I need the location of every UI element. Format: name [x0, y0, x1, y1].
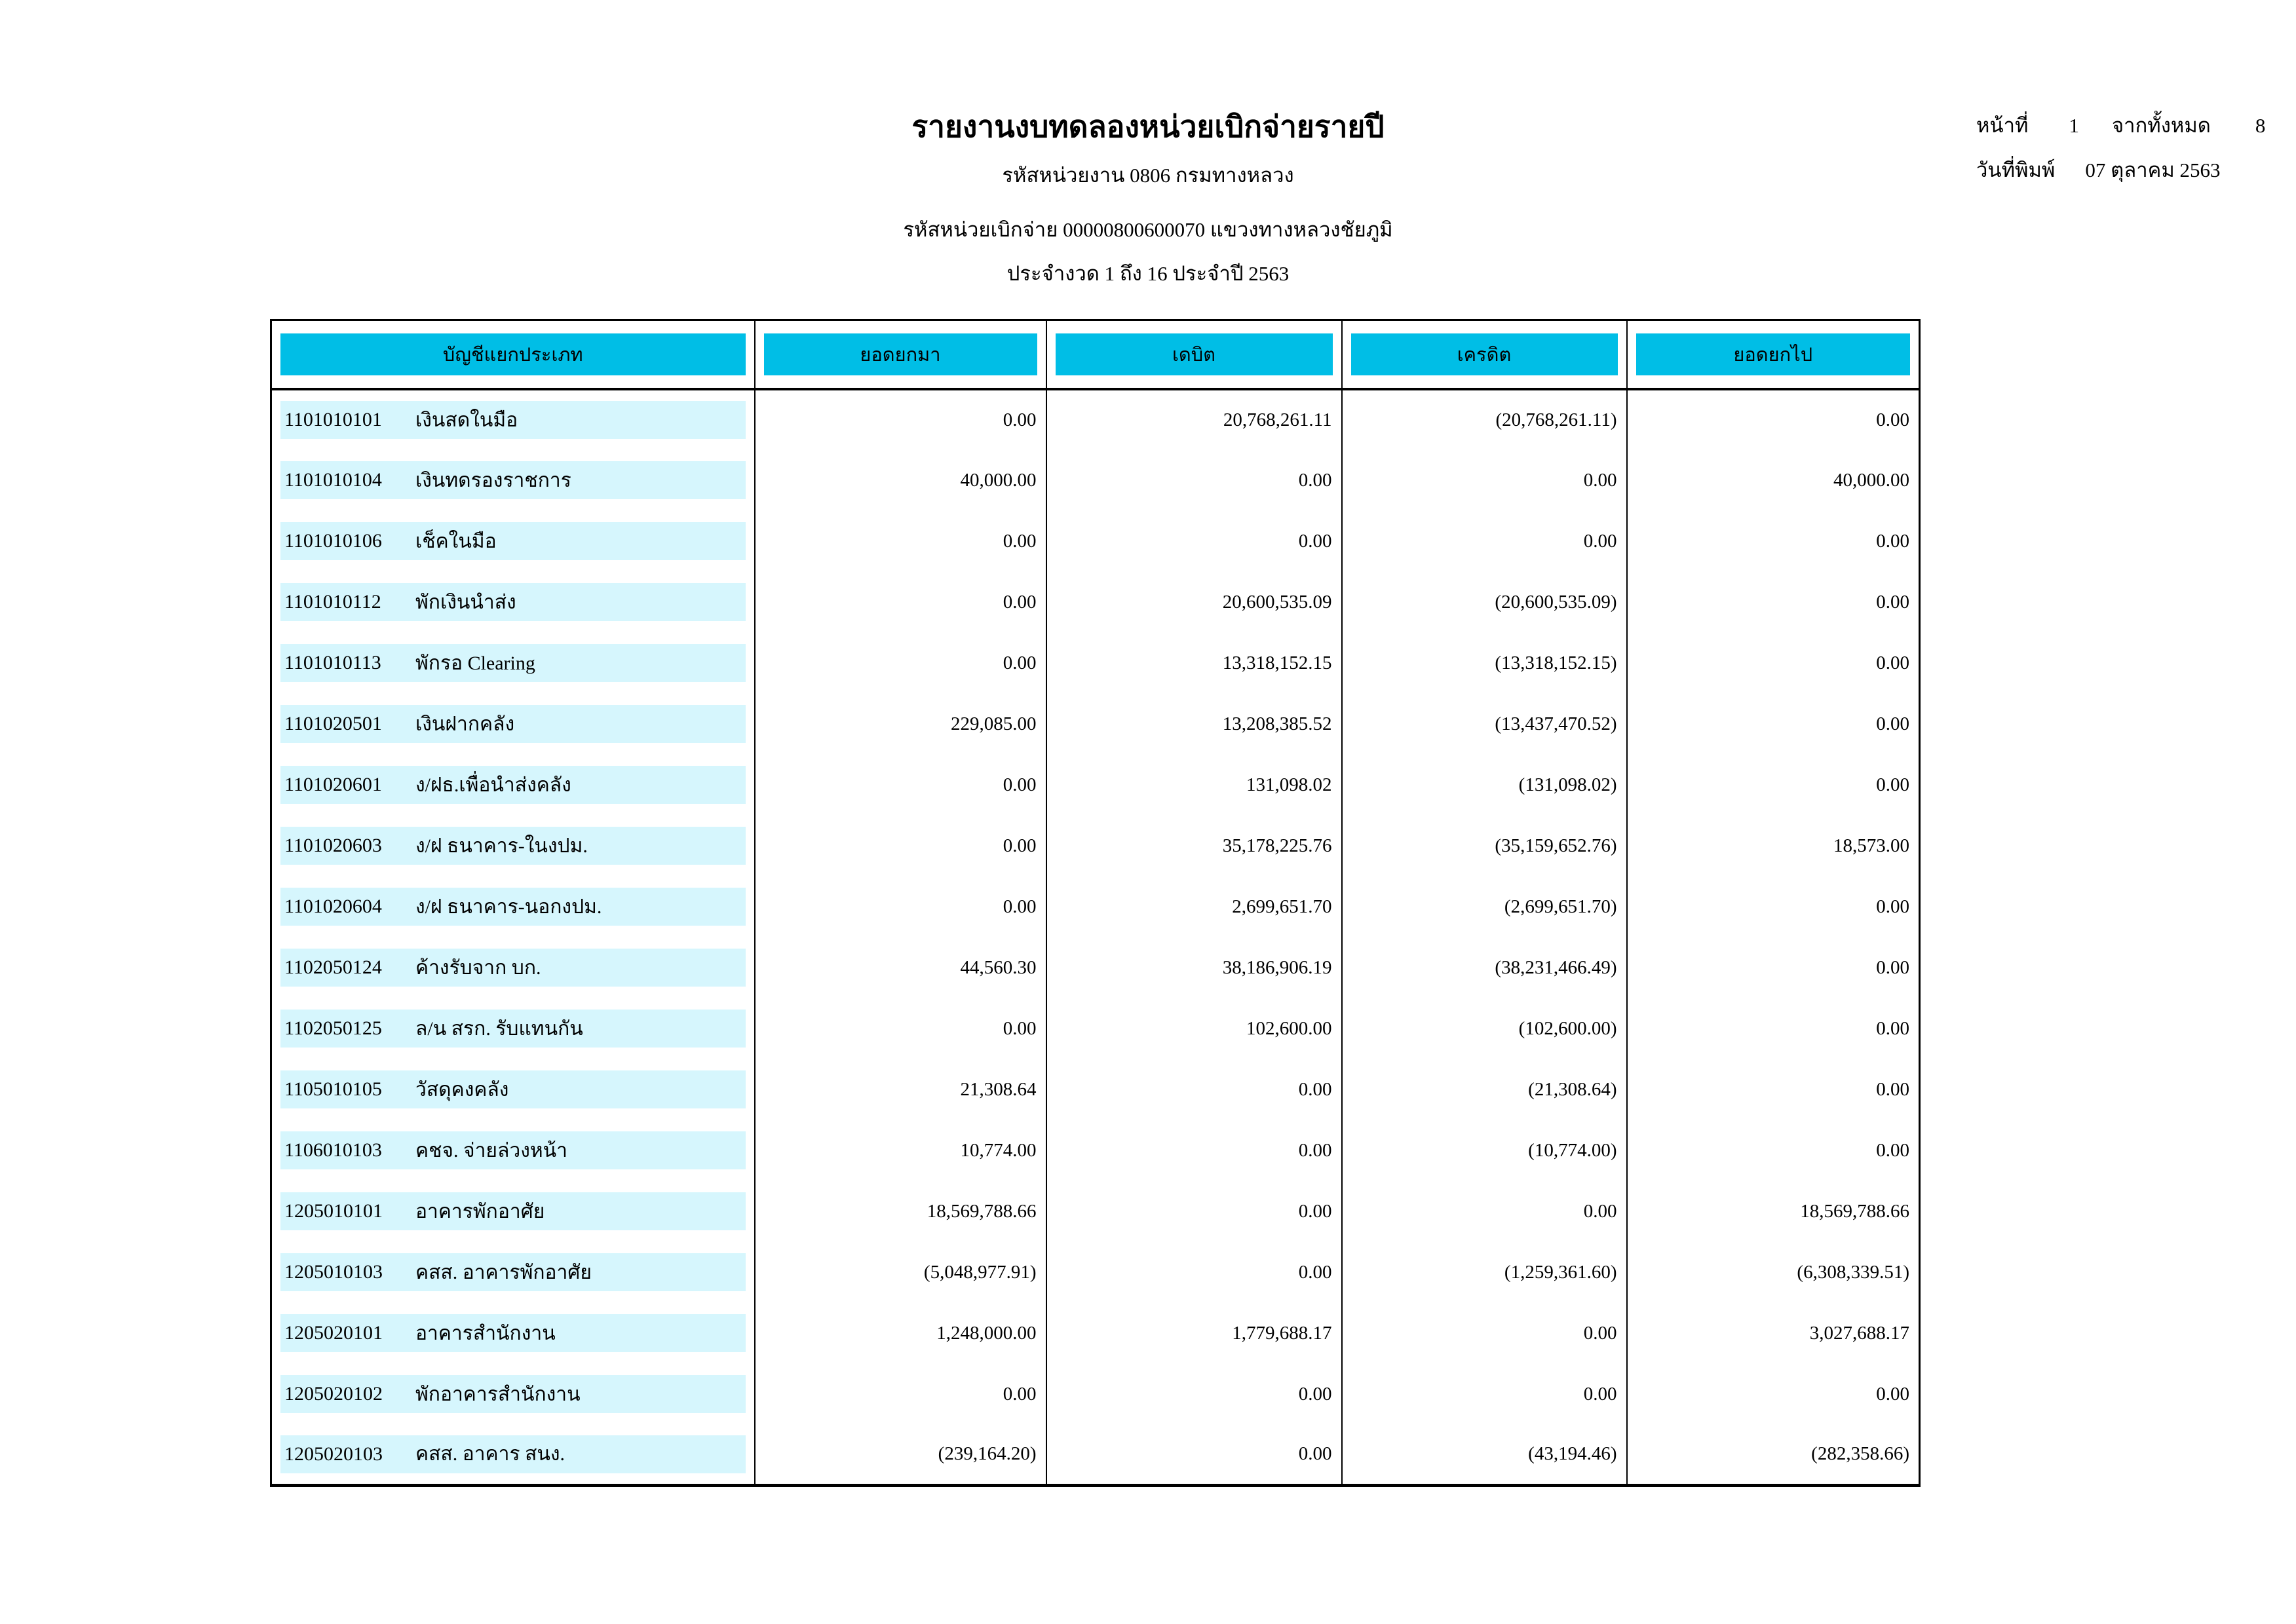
cell-opening-balance: (239,164.20)	[755, 1425, 1046, 1486]
table-row	[271, 998, 1920, 1059]
cell-credit: (102,600.00)	[1342, 998, 1627, 1059]
account-band	[280, 1375, 746, 1413]
period-line: ประจำงวด 1 ถึง 16 ประจำปี 2563	[1006, 262, 1290, 285]
account-cell	[271, 1425, 755, 1486]
cell-closing-balance: 0.00	[1627, 511, 1920, 572]
cell-closing-balance: 0.00	[1627, 389, 1920, 450]
cell-credit: (2,699,651.70)	[1342, 877, 1627, 937]
account-name: พักเงินนำส่ง	[415, 591, 516, 613]
cell-debit: 2,699,651.70	[1046, 877, 1342, 937]
cell-closing-balance: 0.00	[1627, 1120, 1920, 1181]
disbursement-unit-line: รหัสหน่วยเบิกจ่าย 00000800600070 แขวงทางหลวงชัยภูมิ	[903, 218, 1393, 241]
account-code: 1101010112	[284, 591, 381, 613]
cell-closing-balance: (6,308,339.51)	[1627, 1242, 1920, 1303]
column-header-label: ยอดยกไป	[1733, 344, 1813, 366]
column-header-band	[1056, 333, 1333, 375]
cell-credit: 0.00	[1342, 1303, 1627, 1364]
cell-debit: 0.00	[1046, 1364, 1342, 1425]
cell-debit: 13,208,385.52	[1046, 694, 1342, 755]
account-cell	[271, 450, 755, 511]
account-code: 1102050124	[284, 956, 382, 978]
account-name: พักอาคารสำนักงาน	[415, 1383, 581, 1405]
cell-closing-balance: (282,358.66)	[1627, 1425, 1920, 1486]
account-code: 1101020601	[284, 774, 382, 795]
account-cell	[271, 1120, 755, 1181]
account-code: 1105010105	[284, 1078, 382, 1100]
column-header-label: เดบิต	[1172, 344, 1215, 366]
account-name: เงินสดในมือ	[415, 409, 518, 431]
column-header-label: ยอดยกมา	[860, 344, 941, 366]
cell-credit: 0.00	[1342, 450, 1627, 511]
cell-debit: 0.00	[1046, 1181, 1342, 1242]
cell-closing-balance: 18,569,788.66	[1627, 1181, 1920, 1242]
account-band	[280, 1010, 746, 1048]
account-name: เงินทดรองราชการ	[415, 469, 571, 491]
account-code: 1101010113	[284, 652, 381, 673]
cell-opening-balance: 44,560.30	[755, 937, 1046, 998]
account-band	[280, 705, 746, 743]
account-cell	[271, 877, 755, 937]
account-name: คชจ. จ่ายล่วงหน้า	[415, 1139, 568, 1161]
print-date: 07 ตุลาคม 2563	[2085, 159, 2221, 181]
account-name: ค้างรับจาก บก.	[415, 956, 541, 979]
table-row	[271, 1242, 1920, 1303]
account-band	[280, 644, 746, 682]
account-band	[280, 461, 746, 499]
page-title: รายงานงบทดลองหน่วยเบิกจ่ายรายปี	[911, 110, 1385, 143]
cell-credit: (21,308.64)	[1342, 1059, 1627, 1120]
cell-closing-balance: 0.00	[1627, 1364, 1920, 1425]
table-row	[271, 1364, 1920, 1425]
print-date-row	[1976, 153, 2265, 186]
account-name: คสส. อาคาร สนง.	[415, 1443, 565, 1465]
column-header-band	[1351, 333, 1618, 375]
account-code: 1205010101	[284, 1200, 383, 1222]
page-info	[1976, 109, 2265, 186]
print-date-label: วันที่พิมพ์	[1976, 159, 2056, 181]
cell-debit: 0.00	[1046, 511, 1342, 572]
cell-debit: 131,098.02	[1046, 755, 1342, 816]
cell-opening-balance: 229,085.00	[755, 694, 1046, 755]
cell-credit: (43,194.46)	[1342, 1425, 1627, 1486]
cell-opening-balance: 40,000.00	[755, 450, 1046, 511]
account-name: เงินฝากคลัง	[415, 713, 515, 735]
table-row	[271, 572, 1920, 633]
account-cell	[271, 572, 755, 633]
account-cell	[271, 511, 755, 572]
column-header-band	[1636, 333, 1911, 375]
cell-debit: 0.00	[1046, 1242, 1342, 1303]
cell-debit: 20,600,535.09	[1046, 572, 1342, 633]
account-cell	[271, 816, 755, 877]
cell-credit: 0.00	[1342, 1181, 1627, 1242]
table-row	[271, 937, 1920, 998]
table-row	[271, 755, 1920, 816]
cell-debit: 20,768,261.11	[1046, 389, 1342, 450]
table-row	[271, 877, 1920, 937]
cell-debit: 0.00	[1046, 1120, 1342, 1181]
cell-credit: (131,098.02)	[1342, 755, 1627, 816]
column-header-label: เครดิต	[1457, 344, 1512, 366]
account-cell	[271, 998, 755, 1059]
account-code: 1205020102	[284, 1383, 383, 1405]
page-number-row	[1976, 109, 2265, 142]
page-number: 1	[2069, 114, 2079, 137]
table-header-row	[271, 320, 1920, 389]
cell-credit: (1,259,361.60)	[1342, 1242, 1627, 1303]
cell-credit: (20,600,535.09)	[1342, 572, 1627, 633]
table-row	[271, 1425, 1920, 1486]
cell-closing-balance: 0.00	[1627, 937, 1920, 998]
table-row	[271, 1120, 1920, 1181]
account-band	[280, 827, 746, 865]
cell-debit: 13,318,152.15	[1046, 633, 1342, 694]
account-code: 1106010103	[284, 1139, 382, 1161]
table-row	[271, 511, 1920, 572]
account-cell	[271, 1181, 755, 1242]
account-code: 1205020101	[284, 1322, 383, 1344]
cell-opening-balance: 0.00	[755, 877, 1046, 937]
cell-closing-balance: 0.00	[1627, 694, 1920, 755]
account-code: 1101010104	[284, 469, 382, 491]
cell-credit: (13,437,470.52)	[1342, 694, 1627, 755]
table-row	[271, 816, 1920, 877]
account-name: เช็คในมือ	[415, 530, 497, 552]
account-cell	[271, 1059, 755, 1120]
account-cell	[271, 1364, 755, 1425]
table-row	[271, 450, 1920, 511]
trial-balance-table	[270, 319, 1921, 1487]
column-header-debit	[1046, 320, 1342, 389]
cell-opening-balance: 21,308.64	[755, 1059, 1046, 1120]
account-band	[280, 522, 746, 560]
cell-debit: 38,186,906.19	[1046, 937, 1342, 998]
table-row	[271, 633, 1920, 694]
column-header-credit	[1342, 320, 1627, 389]
cell-closing-balance: 3,027,688.17	[1627, 1303, 1920, 1364]
cell-opening-balance: 18,569,788.66	[755, 1181, 1046, 1242]
account-band	[280, 1192, 746, 1230]
account-band	[280, 583, 746, 621]
account-code: 1101020604	[284, 896, 382, 917]
column-header-closing-balance	[1627, 320, 1920, 389]
account-band	[280, 1070, 746, 1108]
cell-opening-balance: 0.00	[755, 755, 1046, 816]
account-name: ล/น สรก. รับแทนกัน	[415, 1017, 583, 1040]
account-name: อาคารสำนักงาน	[415, 1322, 556, 1344]
account-band	[280, 1131, 746, 1169]
cell-credit: (38,231,466.49)	[1342, 937, 1627, 998]
cell-closing-balance: 0.00	[1627, 572, 1920, 633]
account-cell	[271, 1242, 755, 1303]
cell-closing-balance: 0.00	[1627, 755, 1920, 816]
account-band	[280, 888, 746, 926]
cell-credit: (35,159,652.76)	[1342, 816, 1627, 877]
account-band	[280, 766, 746, 804]
account-cell	[271, 937, 755, 998]
account-name: ง/ฝธ.เพื่อนำส่งคลัง	[415, 774, 571, 796]
column-header-band	[280, 333, 746, 375]
cell-opening-balance: 0.00	[755, 816, 1046, 877]
account-code: 1101020501	[284, 713, 382, 734]
cell-closing-balance: 18,573.00	[1627, 816, 1920, 877]
account-name: ง/ฝ ธนาคาร-ในงปม.	[415, 835, 588, 857]
table-row	[271, 389, 1920, 450]
cell-debit: 1,779,688.17	[1046, 1303, 1342, 1364]
table-row	[271, 1303, 1920, 1364]
column-header-account	[271, 320, 755, 389]
cell-credit: (13,318,152.15)	[1342, 633, 1627, 694]
cell-credit: 0.00	[1342, 1364, 1627, 1425]
account-name: พักรอ Clearing	[415, 652, 535, 674]
cell-closing-balance: 40,000.00	[1627, 450, 1920, 511]
account-band	[280, 1253, 746, 1291]
cell-opening-balance: 0.00	[755, 633, 1046, 694]
trial-balance-table-wrap	[270, 319, 1921, 1487]
account-band	[280, 1314, 746, 1352]
cell-closing-balance: 0.00	[1627, 998, 1920, 1059]
agency-code-line: รหัสหน่วยงาน 0806 กรมทางหลวง	[1002, 164, 1294, 187]
cell-debit: 102,600.00	[1046, 998, 1342, 1059]
account-name: วัสดุคงคลัง	[415, 1078, 509, 1101]
account-band	[280, 949, 746, 987]
cell-closing-balance: 0.00	[1627, 1059, 1920, 1120]
account-code: 1101020603	[284, 835, 382, 856]
cell-opening-balance: 0.00	[755, 1364, 1046, 1425]
table-row	[271, 1181, 1920, 1242]
account-cell	[271, 389, 755, 450]
account-code: 1205010103	[284, 1261, 383, 1283]
cell-closing-balance: 0.00	[1627, 633, 1920, 694]
account-name: ง/ฝ ธนาคาร-นอกงปม.	[415, 896, 602, 918]
column-header-label: บัญชีแยกประเภท	[442, 344, 583, 366]
cell-opening-balance: 0.00	[755, 389, 1046, 450]
account-code: 1101010101	[284, 409, 382, 430]
cell-opening-balance: 0.00	[755, 511, 1046, 572]
cell-closing-balance: 0.00	[1627, 877, 1920, 937]
total-pages: 8	[2255, 114, 2266, 137]
cell-debit: 0.00	[1046, 1059, 1342, 1120]
account-code: 1205020103	[284, 1443, 383, 1465]
cell-opening-balance: (5,048,977.91)	[755, 1242, 1046, 1303]
table-body	[271, 389, 1920, 1486]
page-label: หน้าที่	[1976, 114, 2029, 137]
account-name: อาคารพักอาศัย	[415, 1200, 545, 1222]
table-header	[271, 320, 1920, 389]
account-cell	[271, 755, 755, 816]
total-pages-label: จากทั้งหมด	[2111, 114, 2211, 137]
column-header-opening-balance	[755, 320, 1046, 389]
table-row	[271, 1059, 1920, 1120]
cell-opening-balance: 1,248,000.00	[755, 1303, 1046, 1364]
cell-credit: (20,768,261.11)	[1342, 389, 1627, 450]
cell-debit: 35,178,225.76	[1046, 816, 1342, 877]
account-cell	[271, 1303, 755, 1364]
column-header-band	[764, 333, 1037, 375]
table-row	[271, 694, 1920, 755]
cell-opening-balance: 10,774.00	[755, 1120, 1046, 1181]
account-code: 1102050125	[284, 1017, 382, 1039]
cell-opening-balance: 0.00	[755, 998, 1046, 1059]
cell-credit: 0.00	[1342, 511, 1627, 572]
account-name: คสส. อาคารพักอาศัย	[415, 1261, 592, 1283]
cell-opening-balance: 0.00	[755, 572, 1046, 633]
account-cell	[271, 633, 755, 694]
cell-debit: 0.00	[1046, 450, 1342, 511]
account-band	[280, 401, 746, 439]
cell-debit: 0.00	[1046, 1425, 1342, 1486]
account-cell	[271, 694, 755, 755]
account-band	[280, 1435, 746, 1473]
account-code: 1101010106	[284, 530, 382, 552]
cell-credit: (10,774.00)	[1342, 1120, 1627, 1181]
